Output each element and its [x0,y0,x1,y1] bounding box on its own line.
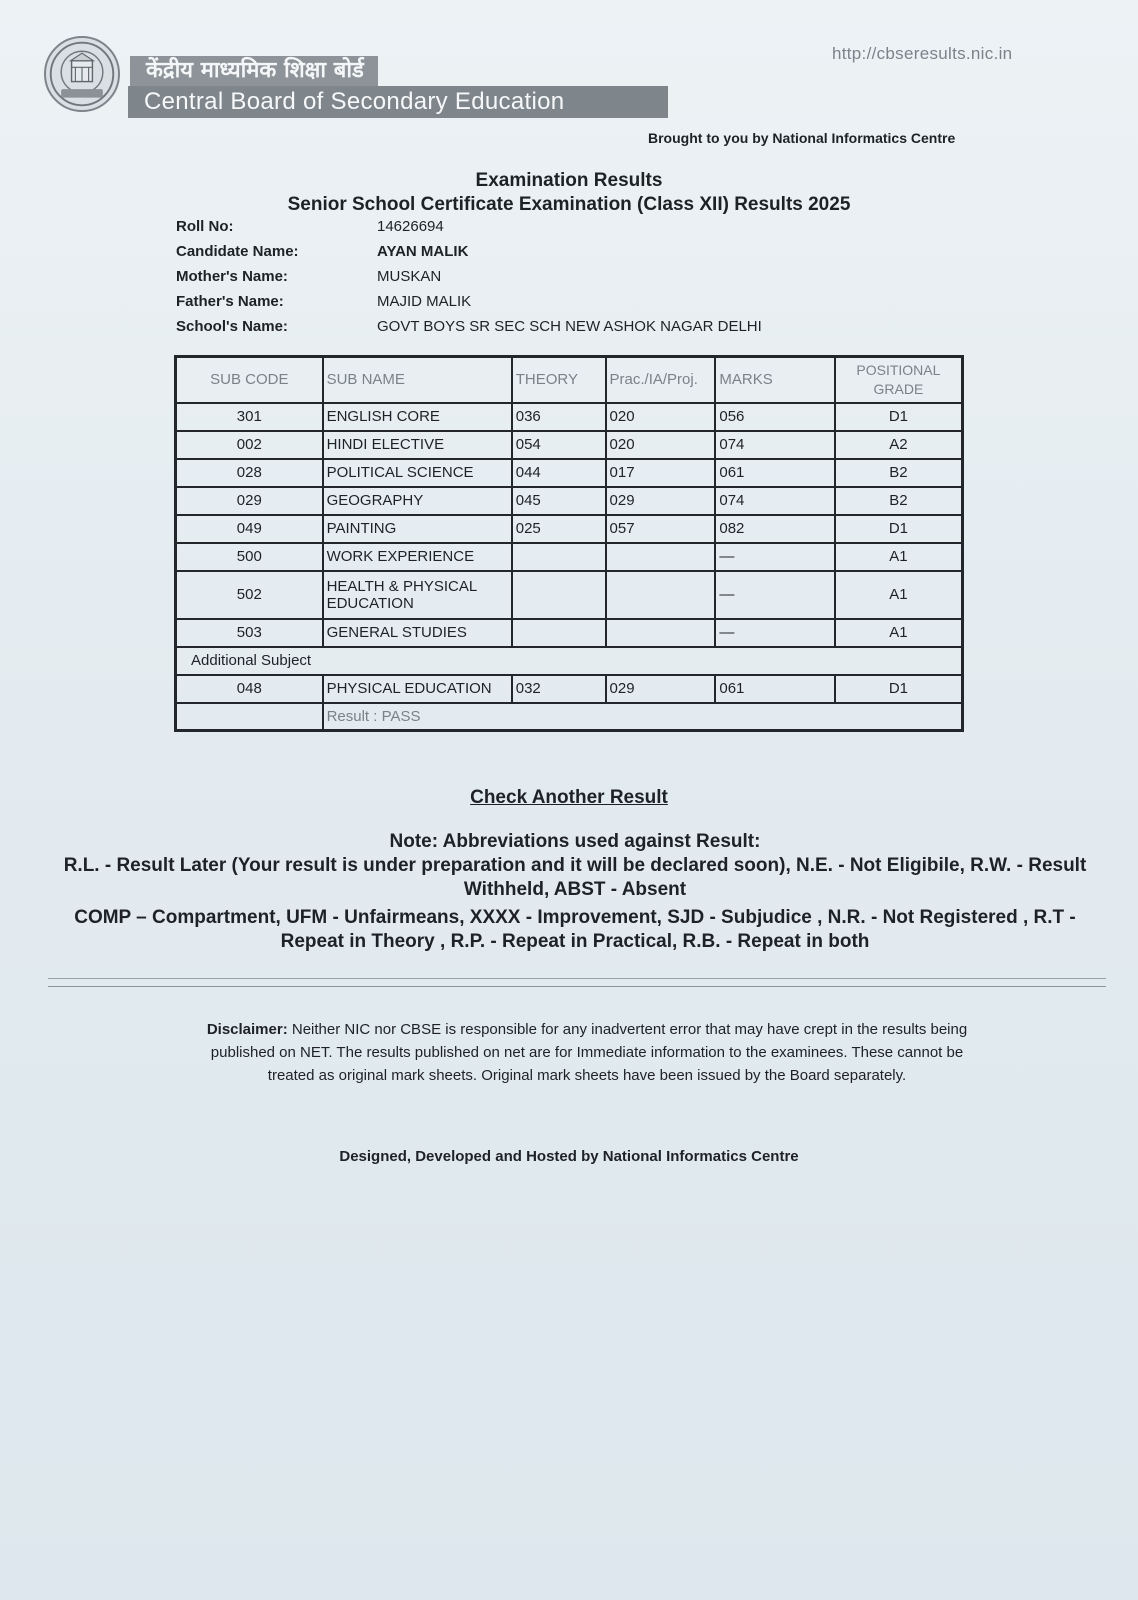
note-abbreviations-b: COMP – Compartment, UFM - Unfairmeans, XXXX - Improvement, SJD - Subjudice , N.R. - Not Registered , R.T - Repeat in Theory , R.P. - Repeat in Practical, R.B. - Repeat in both [74,907,1076,952]
school-name-label: School's Name: [176,318,288,335]
table-row [176,403,963,431]
sub-code-cell: 503 [176,619,323,647]
grade-cell: D1 [835,403,963,431]
divider [48,986,1106,987]
table-row [176,675,963,703]
sub-name-cell: WORK EXPERIENCE [323,543,512,571]
roll-label: Roll No: [176,218,234,235]
additional-subject-row [176,647,963,675]
school-name-value: GOVT BOYS SR SEC SCH NEW ASHOK NAGAR DELHI [377,318,762,335]
candidate-name-label: Candidate Name: [176,243,299,260]
result-label: Result : [326,707,378,725]
sub-name-cell: PHYSICAL EDUCATION [323,675,512,703]
info-row-mother [176,264,762,289]
sub-name-cell: HINDI ELECTIVE [323,431,512,459]
marks-cell: — [715,619,834,647]
sub-name-cell: ENGLISH CORE [323,403,512,431]
nic-credit: Brought to you by National Informatics Centre [648,130,956,146]
theory-cell: 032 [512,675,606,703]
info-row-candidate [176,239,762,264]
practical-cell [606,619,716,647]
theory-cell: 025 [512,515,606,543]
result-cell [323,703,963,731]
theory-cell [512,619,606,647]
table-row [176,431,963,459]
header-practical: Prac./IA/Proj. [606,357,716,403]
board-name-hindi: केंद्रीय माध्यमिक शिक्षा बोर्ड [130,56,378,86]
candidate-info [176,214,762,339]
header-sub-name: SUB NAME [323,357,512,403]
info-row-school [176,314,762,339]
table-row [176,459,963,487]
result-value: PASS [381,707,421,725]
table-header-row [176,357,963,403]
sub-code-cell: 028 [176,459,323,487]
header-theory: THEORY [512,357,606,403]
sub-code-cell: 048 [176,675,323,703]
sub-name-cell: HEALTH & PHYSICAL EDUCATION [323,571,512,619]
theory-cell [512,571,606,619]
marks-cell: 082 [715,515,834,543]
footer-credit: Designed, Developed and Hosted by National Informatics Centre [339,1148,799,1165]
roll-value: 14626694 [377,218,444,235]
sub-code-cell: 500 [176,543,323,571]
grade-cell: D1 [835,675,963,703]
header-sub-code: SUB CODE [176,357,323,403]
practical-cell: 029 [606,675,716,703]
check-another-result-link[interactable]: Check Another Result [470,787,668,808]
theory-cell: 036 [512,403,606,431]
candidate-name-value: AYAN MALIK [377,243,469,260]
board-name-english: Central Board of Secondary Education [128,86,668,118]
sub-name-cell: POLITICAL SCIENCE [323,459,512,487]
theory-cell [512,543,606,571]
grade-cell: A1 [835,619,963,647]
cbse-logo-icon [44,36,120,112]
grade-cell: A2 [835,431,963,459]
page-title: Examination Results [475,170,663,191]
table-row [176,487,963,515]
note-title: Note: Abbreviations used against Result: [389,831,761,852]
disclaimer-label: Disclaimer: [206,1021,288,1038]
practical-cell: 020 [606,403,716,431]
theory-cell: 044 [512,459,606,487]
sub-name-cell: GEOGRAPHY [323,487,512,515]
info-row-roll [176,214,762,239]
grade-cell: A1 [835,543,963,571]
grade-cell: B2 [835,487,963,515]
grade-cell: B2 [835,459,963,487]
marks-table [174,355,964,732]
additional-subject-label: Additional Subject [176,647,963,675]
disclaimer-text: Neither NIC nor CBSE is responsible for any inadvertent error that may have crept in the results being published on NET. The results published on net are for Immediate information to the examinees. These cannot be treated as original mark sheets. Original mark sheets have been issued by the Board separately. [210,1021,968,1084]
check-another-result-wrapper [0,787,1138,809]
exam-title: Senior School Certificate Examination (Class XII) Results 2025 [287,194,851,215]
sub-name-cell: GENERAL STUDIES [323,619,512,647]
father-name-value: MAJID MALIK [377,293,472,310]
sub-name-cell: PAINTING [323,515,512,543]
result-empty-cell [176,703,323,731]
theory-cell: 045 [512,487,606,515]
site-url[interactable]: http://cbseresults.nic.in [832,44,1013,63]
practical-cell [606,571,716,619]
table-row [176,543,963,571]
disclaimer [196,1018,978,1087]
header-grade-line2: GRADE [873,380,924,397]
practical-cell: 029 [606,487,716,515]
sub-code-cell: 301 [176,403,323,431]
mother-name-label: Mother's Name: [176,268,288,285]
sub-code-cell: 029 [176,487,323,515]
header-grade-line1: POSITIONAL [856,361,941,378]
marks-cell: 061 [715,675,834,703]
table-row [176,571,963,619]
divider [48,978,1106,979]
info-row-father [176,289,762,314]
theory-cell: 054 [512,431,606,459]
result-row [176,703,963,731]
sub-code-cell: 049 [176,515,323,543]
table-row [176,515,963,543]
practical-cell: 057 [606,515,716,543]
practical-cell [606,543,716,571]
practical-cell: 020 [606,431,716,459]
header-positional-grade [835,357,963,403]
marks-cell: 074 [715,431,834,459]
mother-name-value: MUSKAN [377,268,442,285]
header-marks: MARKS [715,357,834,403]
grade-cell: D1 [835,515,963,543]
sub-code-cell: 002 [176,431,323,459]
marks-cell: — [715,543,834,571]
practical-cell: 017 [606,459,716,487]
marks-cell: 056 [715,403,834,431]
table-row [176,619,963,647]
marks-cell: — [715,571,834,619]
marks-cell: 061 [715,459,834,487]
note-abbreviations-a: R.L. - Result Later (Your result is under preparation and it will be declared soon), N.E. - Not Eligibile, R.W. - Result Withheld, ABST - Absent [63,855,1087,900]
father-name-label: Father's Name: [176,293,284,310]
sub-code-cell: 502 [176,571,323,619]
grade-cell: A1 [835,571,963,619]
marks-cell: 074 [715,487,834,515]
